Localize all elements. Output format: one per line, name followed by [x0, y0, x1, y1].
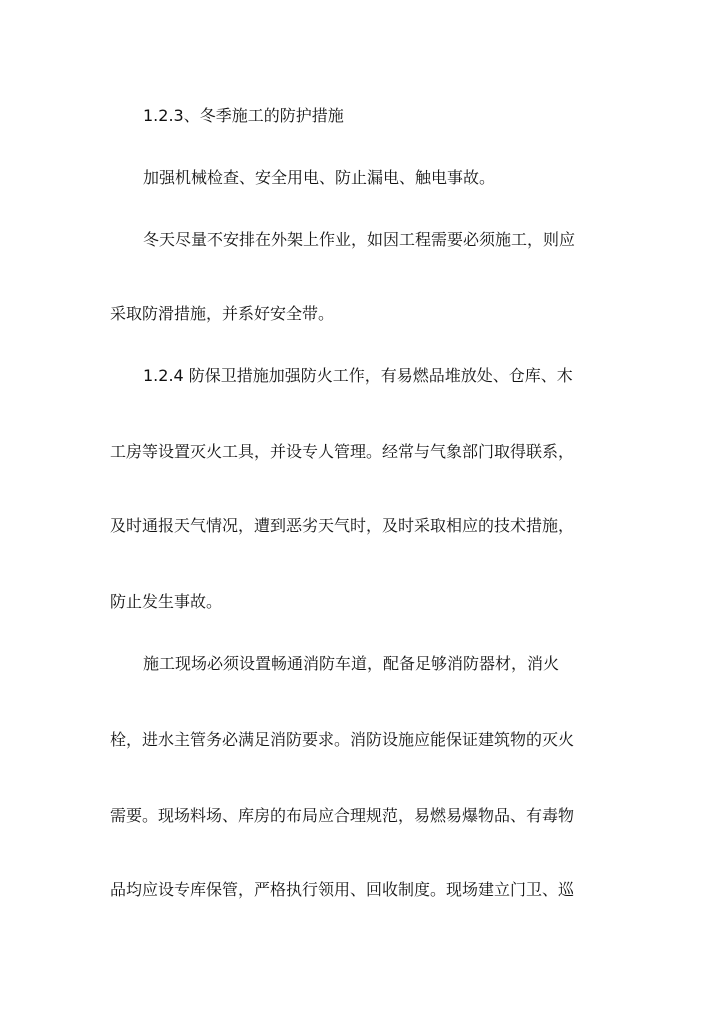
paragraph-line: 需要。现场料场、库房的布局应合理规范，易燃易爆物品、有毒物 — [110, 806, 575, 825]
paragraph-line: 工房等设置灭火工具，并设专人管理。经常与气象部门取得联系， — [110, 442, 575, 461]
paragraph-line: 施工现场必须设置畅通消防车道，配备足够消防器材，消火 — [143, 654, 560, 673]
paragraph-line: 冬天尽量不安排在外架上作业，如因工程需要必须施工，则应 — [143, 230, 576, 249]
paragraph-line: 栓，进水主管务必满足消防要求。消防设施应能保证建筑物的灭火 — [110, 730, 575, 749]
paragraph-line: 加强机械检查、安全用电、防止漏电、触电事故。 — [143, 168, 496, 187]
paragraph-line: 防止发生事故。 — [110, 592, 223, 611]
paragraph-line: 品均应设专库保管，严格执行领用、回收制度。现场建立门卫、巡 — [110, 880, 575, 899]
section-heading-1-2-4: 1.2.4 防保卫措施加强防火工作，有易燃品堆放处、仓库、木 — [143, 366, 573, 385]
paragraph-line: 采取防滑措施，并系好安全带。 — [110, 304, 335, 323]
paragraph-line: 及时通报天气情况，遭到恶劣天气时，及时采取相应的技术措施， — [110, 516, 575, 535]
section-heading-1-2-3: 1.2.3、冬季施工的防护措施 — [143, 106, 344, 125]
